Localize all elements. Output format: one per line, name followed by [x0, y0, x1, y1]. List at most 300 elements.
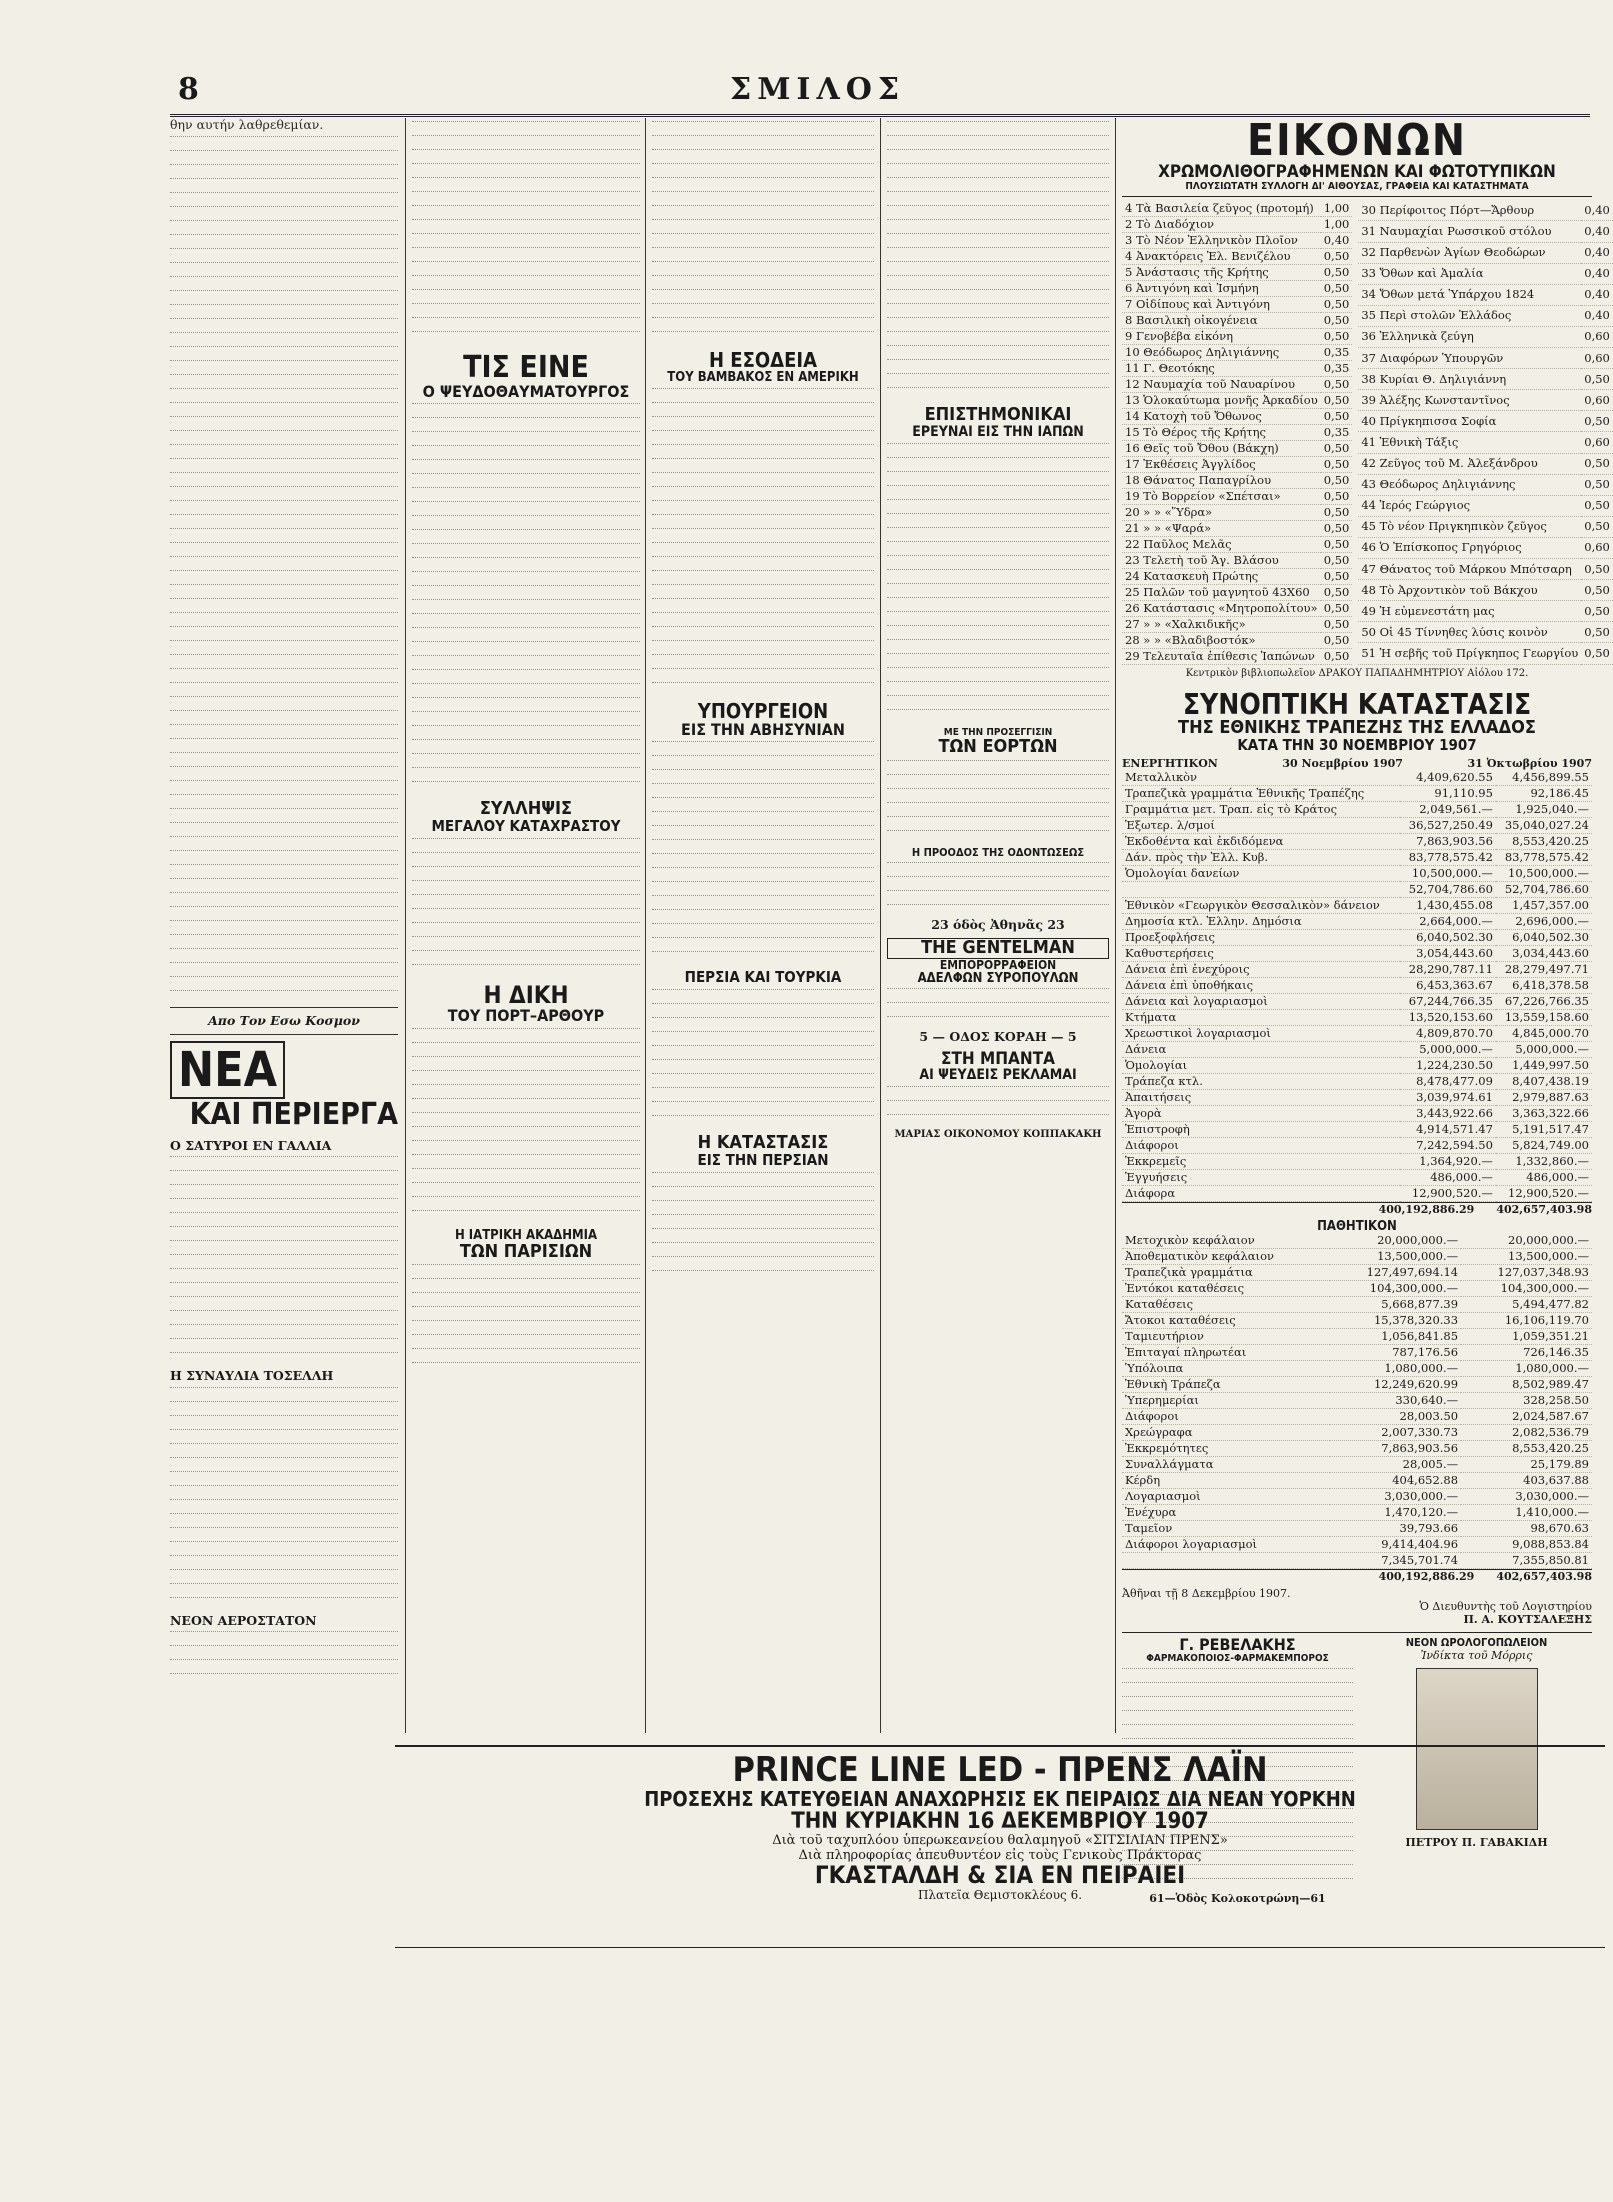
- cell-b: 12,900,520.—: [1496, 1185, 1592, 1201]
- total-a: 400,192,886.29: [1378, 1570, 1475, 1584]
- cell-a: 83,778,575.42: [1400, 849, 1496, 865]
- cell-a: 486,000.—: [1400, 1169, 1496, 1185]
- item-price: 0,40: [1321, 232, 1353, 248]
- article-fragment: θην αυτήν λαθρεθεμίαν.: [170, 117, 324, 132]
- table-row: [1122, 1329, 1592, 1345]
- table-row: [1122, 865, 1592, 881]
- cell-a: 10,500,000.—: [1400, 865, 1496, 881]
- cell-label: Ὑπερημερίαι: [1122, 1393, 1330, 1409]
- headline: Η ΔΙΚΗ: [483, 980, 569, 1009]
- cell-b: 5,000,000.—: [1496, 1041, 1592, 1057]
- table-row: [1358, 201, 1613, 221]
- cell-b: 403,637.88: [1461, 1473, 1592, 1489]
- cell-b: 2,979,887.63: [1496, 1089, 1592, 1105]
- cell-label: Δάνεια καὶ λογαριασμοὶ: [1122, 993, 1400, 1009]
- price-list-left: [1122, 201, 1352, 665]
- cell-label: Ἐκκρεμεῖς: [1122, 1153, 1400, 1169]
- director-title: Ὁ Διευθυντὴς τοῦ Λογιστηρίου: [1419, 1600, 1592, 1614]
- item-label: 17 Ἐκθέσεις Ἀγγλίδος: [1122, 456, 1321, 472]
- item-price: 0,50: [1321, 456, 1353, 472]
- item-price: 0,50: [1581, 453, 1613, 474]
- cell-b: 6,040,502.30: [1496, 929, 1592, 945]
- ad-signature: ΠΕΤΡΟΥ Π. ΓΑΒΑΚΙΔΗ: [1405, 1835, 1548, 1849]
- headline: ΥΠΟΥΡΓΕΙΟΝ: [697, 698, 829, 723]
- liabilities-total: [1122, 1569, 1592, 1583]
- cell-b: 104,300,000.—: [1461, 1281, 1592, 1297]
- total-b: 402,657,403.98: [1496, 1570, 1592, 1584]
- item-price: 0,50: [1321, 616, 1353, 632]
- table-row: [1122, 945, 1592, 961]
- cell-b: 16,106,119.70: [1461, 1313, 1592, 1329]
- cell-label: Διάφοροι λογαριασμοὶ: [1122, 1537, 1330, 1553]
- cell-a: 1,470,120.—: [1330, 1505, 1461, 1521]
- cell-b: 1,449,997.50: [1496, 1057, 1592, 1073]
- item-price: 0,40: [1581, 242, 1613, 263]
- ad-subtitle: ΠΛΟΥΣΙΩΤΑΤΗ ΣΥΛΛΟΓΗ ΔΙ' ΑΙΘΟΥΣΑΣ, ΓΡΑΦΕΙΑ ΚΑΙ ΚΑΤΑΣΤΗΜΑΤΑ: [1122, 182, 1592, 197]
- table-row: [1122, 1489, 1592, 1505]
- column-4: [887, 118, 1109, 1733]
- synoptiki-date: ΚΑΤΑ ΤΗΝ 30 ΝΟΕΜΒΡΙΟΥ 1907: [1237, 735, 1477, 754]
- item-label: 3 Τὸ Νέον Ἑλληνικὸν Πλοῖον: [1122, 232, 1321, 248]
- ad-subtitle: ΑΙ ΨΕΥΔΕΙΣ ΡΕΚΛΑΜΑΙ: [919, 1067, 1077, 1084]
- headline: ΠΕΡΣΙΑ ΚΑΙ ΤΟΥΡΚΙΑ: [684, 968, 842, 987]
- item-price: 1,00: [1321, 216, 1353, 232]
- cell-a: 4,809,870.70: [1400, 1025, 1496, 1041]
- assets-table: [1122, 770, 1592, 1202]
- cell-b: 4,456,899.55: [1496, 770, 1592, 786]
- cell-a: 8,478,477.09: [1400, 1073, 1496, 1089]
- prince-line-ad: [395, 1745, 1605, 1948]
- cell-label: Διάφοροι: [1122, 1409, 1330, 1425]
- table-row: [1122, 344, 1352, 360]
- table-row: [1358, 601, 1613, 622]
- table-row: [1122, 328, 1352, 344]
- item-label: 9 Γενοβέβα εἰκόνη: [1122, 328, 1321, 344]
- table-row: [1122, 1297, 1592, 1313]
- article-body: [887, 988, 1109, 1027]
- cell-label: Διάφορα: [1122, 1185, 1400, 1201]
- cell-label: Τράπεζα κτλ.: [1122, 1073, 1400, 1089]
- cell-label: Λογαριασμοὶ: [1122, 1489, 1330, 1505]
- section-header: Απο Τον Εσω Κοσμον: [208, 1012, 360, 1028]
- headline-sub: ΕΙΣ ΤΗΝ ΠΕΡΣΙΑΝ: [697, 1151, 829, 1170]
- item-price: 0,50: [1321, 440, 1353, 456]
- table-row: [1122, 360, 1352, 376]
- headline: ΜΕ ΤΗΝ ΠΡΟΣΕΓΓΙΣΙΝ: [943, 726, 1053, 738]
- cell-a: 91,110.95: [1400, 785, 1496, 801]
- item-price: 0,50: [1321, 536, 1353, 552]
- cell-label: Τραπεζικὰ γραμμάτια: [1122, 1265, 1330, 1281]
- table-row: [1358, 558, 1613, 579]
- synoptiki-title: ΣΥΝΟΠΤΙΚΗ ΚΑΤΑΣΤΑΣΙΣ: [1182, 687, 1532, 721]
- cell-b: 9,088,853.84: [1461, 1537, 1592, 1553]
- article-body: [887, 1086, 1109, 1125]
- cell-a: 7,863,903.56: [1400, 833, 1496, 849]
- table-row: [1358, 411, 1613, 432]
- table-row: [1358, 242, 1613, 263]
- item-price: 0,35: [1321, 424, 1353, 440]
- item-title: Η ΣΥΝΑΥΛΙΑ ΤΟΣΕΛΛΗ: [170, 1368, 334, 1384]
- ad-subtitle: ΠΡΟΣΕΧΗΣ ΚΑΤΕΥΘΕΙΑΝ ΑΝΑΧΩΡΗΣΙΣ ΕΚ ΠΕΙΡΑΙΩΣ ΔΙΑ ΝΕΑΝ ΥΟΡΚΗΝ: [644, 1786, 1356, 1811]
- cell-label: Μεταλλικὸν: [1122, 770, 1400, 786]
- headline: Η ΕΣΟΔΕΙΑ: [708, 348, 818, 372]
- table-row: [1122, 552, 1352, 568]
- cell-a: 5,668,877.39: [1330, 1297, 1461, 1313]
- cell-a: 1,224,230.50: [1400, 1057, 1496, 1073]
- cell-a: 104,300,000.—: [1330, 1281, 1461, 1297]
- table-row: [1358, 369, 1613, 390]
- ad-subtitle: ΑΔΕΛΦΩΝ ΣΥΡΟΠΟΥΛΩΝ: [917, 970, 1079, 986]
- item-price: 0,60: [1581, 348, 1613, 369]
- item-label: 44 Ἱερός Γεώργιος: [1358, 495, 1581, 516]
- cell-b: 328,258.50: [1461, 1393, 1592, 1409]
- table-row: [1358, 537, 1613, 558]
- column-1: [170, 118, 398, 2198]
- item-price: 0,50: [1321, 600, 1353, 616]
- cell-b: 726,146.35: [1461, 1345, 1592, 1361]
- article-body: [412, 1264, 640, 1373]
- total-b: 402,657,403.98: [1496, 1202, 1592, 1216]
- item-label: 37 Διαφόρων Ὑπουργῶν: [1358, 348, 1581, 369]
- headline-sub: ΤΩΝ ΠΑΡΙΣΙΩΝ: [459, 1240, 593, 1262]
- headline-sub: ΤΩΝ ΕΟΡΤΩΝ: [938, 736, 1058, 758]
- table-row: [1122, 1169, 1592, 1185]
- table-row: [1122, 488, 1352, 504]
- table-row: [1358, 643, 1613, 664]
- item-label: 20 » » «Ὕδρα»: [1122, 504, 1321, 520]
- cell-label: Καταθέσεις: [1122, 1297, 1330, 1313]
- item-label: 29 Τελευταῖα ἐπίθεσις Ἰαπώνων: [1122, 648, 1321, 664]
- item-label: 38 Κυρίαι Θ. Δηλιγιάννη: [1358, 369, 1581, 390]
- cell-a: 3,443,922.66: [1400, 1105, 1496, 1121]
- table-row: [1122, 1233, 1592, 1249]
- item-label: 34 Ὄθων μετά Ὑπάρχου 1824: [1358, 284, 1581, 305]
- cell-b: 1,080,000.—: [1461, 1361, 1592, 1377]
- table-row: [1122, 568, 1352, 584]
- cell-label: Ὁμολογίαι δανείων: [1122, 865, 1400, 881]
- item-price: 0,50: [1321, 472, 1353, 488]
- item-price: 0,50: [1581, 558, 1613, 579]
- column-b-header: 31 Ὀκτωβρίου 1907: [1467, 756, 1592, 770]
- ad-address: Πλατεῖα Θεμιστοκλέους 6.: [917, 1887, 1083, 1902]
- item-price: 0,50: [1321, 568, 1353, 584]
- cell-label: Δημοσία κτλ. Ἑλλην. Δημόσια: [1122, 913, 1400, 929]
- cell-label: Χρεώγραφα: [1122, 1425, 1330, 1441]
- item-price: 0,50: [1321, 264, 1353, 280]
- cell-b: 1,457,357.00: [1496, 897, 1592, 913]
- cell-b: 486,000.—: [1496, 1169, 1592, 1185]
- cell-b: 1,059,351.21: [1461, 1329, 1592, 1345]
- table-row: [1122, 1089, 1592, 1105]
- table-row: [1122, 849, 1592, 865]
- table-row: [1122, 929, 1592, 945]
- cell-a: 12,900,520.—: [1400, 1185, 1496, 1201]
- cell-a: 1,080,000.—: [1330, 1361, 1461, 1377]
- table-row: [1122, 961, 1592, 977]
- item-label: 30 Περίφοιτος Πόρτ—Ἄρθουρ: [1358, 201, 1581, 221]
- cell-b: 20,000,000.—: [1461, 1233, 1592, 1249]
- nea-title: ΝΕΑ: [170, 1041, 285, 1099]
- table-row: [1122, 216, 1352, 232]
- cell-a: 7,863,903.56: [1330, 1441, 1461, 1457]
- cell-b: 2,024,587.67: [1461, 1409, 1592, 1425]
- cell-b: 35,040,027.24: [1496, 817, 1592, 833]
- table-row: [1358, 284, 1613, 305]
- table-row: [1122, 456, 1352, 472]
- cell-label: Προεξοφλήσεις: [1122, 929, 1400, 945]
- cell-label: Χρεωστικοὶ λογαριασμοὶ: [1122, 1025, 1400, 1041]
- item-price: 0,60: [1581, 326, 1613, 347]
- headline-sub: ΕΙΣ ΤΗΝ ΑΒΗΣΥΝΙΑΝ: [681, 719, 845, 739]
- ad-subtitle: Ἰνδίκτα τοῦ Μόρρις: [1420, 1648, 1533, 1662]
- cell-a: 3,030,000.—: [1330, 1489, 1461, 1505]
- table-row: [1122, 520, 1352, 536]
- cell-label: Ταμεῖον: [1122, 1521, 1330, 1537]
- cell-b: 3,363,322.66: [1496, 1105, 1592, 1121]
- cell-a: 13,500,000.—: [1330, 1249, 1461, 1265]
- table-row: [1122, 833, 1592, 849]
- table-row: [1122, 1521, 1592, 1537]
- cell-b: 52,704,786.60: [1496, 881, 1592, 897]
- item-price: 0,60: [1581, 432, 1613, 453]
- ad-title: ΝΕΟΝ ΩΡΟΛΟΓΟΠΩΛΕΙΟΝ: [1405, 1636, 1548, 1650]
- column-a-header: 30 Νοεμβρίου 1907: [1282, 756, 1403, 770]
- table-row: [1122, 1281, 1592, 1297]
- table-row: [1122, 1505, 1592, 1521]
- item-price: 0,50: [1581, 474, 1613, 495]
- item-price: 0,50: [1581, 411, 1613, 432]
- table-row: [1122, 1185, 1592, 1201]
- article-body: [887, 443, 1109, 720]
- table-row: [1122, 504, 1352, 520]
- cell-a: 2,664,000.—: [1400, 913, 1496, 929]
- table-row: [1122, 1073, 1592, 1089]
- table-row: [1122, 648, 1352, 664]
- cell-b: 8,553,420.25: [1496, 833, 1592, 849]
- cell-b: 10,500,000.—: [1496, 865, 1592, 881]
- article-body: [652, 989, 874, 1126]
- table-row: [1358, 221, 1613, 242]
- item-price: 0,50: [1581, 495, 1613, 516]
- item-label: 19 Τὸ Βορρείον «Σπέτσαι»: [1122, 488, 1321, 504]
- article-body: [170, 1156, 398, 1363]
- item-price: 0,60: [1581, 537, 1613, 558]
- article-body: [170, 1387, 398, 1608]
- cell-a: 7,345,701.74: [1330, 1553, 1461, 1569]
- ad-subtitle: ΦΑΡΜΑΚΟΠΟΙΟΣ-ΦΑΡΜΑΚΕΜΠΟΡΟΣ: [1146, 1653, 1329, 1664]
- item-price: 0,40: [1581, 201, 1613, 221]
- item-price: 0,50: [1321, 408, 1353, 424]
- item-price: 0,50: [1581, 622, 1613, 643]
- ad-title: PRINCE LINE LED - ΠΡΕΝΣ ΛΑΪΝ: [732, 1750, 1268, 1790]
- cell-b: 2,696,000.—: [1496, 913, 1592, 929]
- article-body: [887, 760, 1109, 841]
- ad-subtitle: ΧΡΩΜΟΛΙΘΟΓΡΑΦΗΜΕΝΩΝ ΚΑΙ ΦΩΤΟΤΥΠΙΚΩΝ: [1158, 162, 1556, 183]
- item-label: 2 Τὸ Διαδόχιον: [1122, 216, 1321, 232]
- cell-a: 36,527,250.49: [1400, 817, 1496, 833]
- table-row: [1358, 326, 1613, 347]
- cell-a: 67,244,766.35: [1400, 993, 1496, 1009]
- cell-a: 20,000,000.—: [1330, 1233, 1461, 1249]
- item-label: 26 Κατάστασις «Μητροπολίτου»: [1122, 600, 1321, 616]
- table-row: [1358, 305, 1613, 326]
- item-label: 40 Πρίγκηπισσα Σοφία: [1358, 411, 1581, 432]
- ad-title: ΕΙΚΟΝΩΝ: [1247, 115, 1467, 166]
- cell-label: Δάν. πρὸς τὴν Ἑλλ. Κυβ.: [1122, 849, 1400, 865]
- cell-label: Ἐθνικὸν «Γεωργικὸν Θεσσαλικὸν» δάνειον: [1122, 897, 1400, 913]
- cell-a: 3,039,974.61: [1400, 1089, 1496, 1105]
- article-body: [170, 1631, 398, 1684]
- cell-b: 83,778,575.42: [1496, 849, 1592, 865]
- cell-a: 5,000,000.—: [1400, 1041, 1496, 1057]
- table-row: [1122, 408, 1352, 424]
- table-row: [1122, 977, 1592, 993]
- cell-label: Ἐκδοθέντα καὶ ἐκδιδόμενα: [1122, 833, 1400, 849]
- table-row: [1122, 1393, 1592, 1409]
- cell-b: 6,418,378.58: [1496, 977, 1592, 993]
- table-row: [1122, 264, 1352, 280]
- table-row: [1122, 1121, 1592, 1137]
- column-rule: [1115, 118, 1116, 1733]
- item-label: 7 Οἰδίπους καὶ Ἀντιγόνη: [1122, 296, 1321, 312]
- item-label: 35 Περὶ στολῶν Ἑλλάδος: [1358, 305, 1581, 326]
- article-body: [887, 862, 1109, 915]
- item-label: 11 Γ. Θεοτόκης: [1122, 360, 1321, 376]
- cell-a: 3,054,443.60: [1400, 945, 1496, 961]
- cell-a: 4,409,620.55: [1400, 770, 1496, 786]
- masthead: [170, 70, 1590, 117]
- table-row: [1122, 913, 1592, 929]
- item-label: 21 » » «Ψαρά»: [1122, 520, 1321, 536]
- cell-b: 25,179.89: [1461, 1457, 1592, 1473]
- cell-label: Δάνεια ἐπὶ ἐνεχύροις: [1122, 961, 1400, 977]
- headline: Η ΠΡΟΟΔΟΣ ΤΗΣ ΟΔΟΝΤΩΣΕΩΣ: [911, 845, 1085, 859]
- cell-a: 2,007,330.73: [1330, 1425, 1461, 1441]
- item-label: 12 Ναυμαχία τοῦ Ναυαρίνου: [1122, 376, 1321, 392]
- item-price: 0,50: [1321, 520, 1353, 536]
- cell-a: 1,364,920.—: [1400, 1153, 1496, 1169]
- table-row: [1122, 1409, 1592, 1425]
- item-label: 36 Ἑλληνικὰ ζεύγη: [1358, 326, 1581, 347]
- director-name: Π. Α. ΚΟΥΤΣΑΛΕΞΗΣ: [1463, 1613, 1592, 1627]
- table-row: [1122, 1425, 1592, 1441]
- cell-b: 5,494,477.82: [1461, 1297, 1592, 1313]
- ad-info: Διὰ πληροφορίας ἀπευθυντέον εἰς τοὺς Γενικοὺς Πράκτορας: [798, 1847, 1202, 1863]
- ad-signature: ΜΑΡΙΑΣ ΟΙΚΟΝΟΜΟΥ ΚΟΠΠΑΚΑΚΗ: [894, 1129, 1102, 1141]
- cell-a: 52,704,786.60: [1400, 881, 1496, 897]
- cell-b: 1,332,860.—: [1496, 1153, 1592, 1169]
- table-row: [1122, 817, 1592, 833]
- table-row: [1122, 1361, 1592, 1377]
- item-price: 0,50: [1321, 280, 1353, 296]
- item-title: Ο ΣΑΤΥΡΟΙ ΕΝ ΓΑΛΛΙΑ: [170, 1137, 332, 1153]
- cell-a: 6,453,363.67: [1400, 977, 1496, 993]
- cell-label: Ὑπόλοιπα: [1122, 1361, 1330, 1377]
- cell-b: 28,279,497.71: [1496, 961, 1592, 977]
- cell-label: Ἀγορὰ: [1122, 1105, 1400, 1121]
- ad-title: ΣΤΗ ΜΠΑΝΤΑ: [941, 1048, 1055, 1069]
- cell-a: 13,520,153.60: [1400, 1009, 1496, 1025]
- item-label: 41 Ἐθνικὴ Τάξις: [1358, 432, 1581, 453]
- column-rule: [645, 118, 646, 1733]
- cell-b: 5,191,517.47: [1496, 1121, 1592, 1137]
- item-price: 0,40: [1581, 221, 1613, 242]
- article-body: [652, 741, 874, 962]
- headline-sub: ΜΕΓΑΛΟΥ ΚΑΤΑΧΡΑΣΤΟΥ: [431, 817, 621, 836]
- table-row: [1122, 1313, 1592, 1329]
- cell-label: Ἐπιστροφὴ: [1122, 1121, 1400, 1137]
- cell-label: Κέρδη: [1122, 1473, 1330, 1489]
- ad-date: ΤΗΝ ΚΥΡΙΑΚΗΝ 16 ΔΕΚΕΜΒΡΙΟΥ 1907: [791, 1808, 1209, 1834]
- table-row: [1122, 1377, 1592, 1393]
- cell-label: Ἐγγυήσεις: [1122, 1169, 1400, 1185]
- table-row: [1122, 1537, 1592, 1553]
- ad-title: Γ. ΡΕΒΕΛΑΚΗΣ: [1179, 1635, 1296, 1655]
- item-label: 46 Ὁ Ἐπίσκοπος Γρηγόριος: [1358, 537, 1581, 558]
- cell-b: 98,670.63: [1461, 1521, 1592, 1537]
- table-row: [1122, 1057, 1592, 1073]
- headline: Η ΙΑΤΡΙΚΗ ΑΚΑΔΗΜΙΑ: [454, 1227, 598, 1243]
- item-label: 25 Παλῶν τοῦ μαγνητοῦ 43Χ60: [1122, 584, 1321, 600]
- item-price: 0,50: [1321, 312, 1353, 328]
- article-body: [652, 1172, 874, 1281]
- item-label: 31 Ναυμαχίαι Ρωσσικοῦ στόλου: [1358, 221, 1581, 242]
- cell-label: Ἄτοκοι καταθέσεις: [1122, 1313, 1330, 1329]
- synoptiki-subtitle: ΤΗΣ ΕΘΝΙΚΗΣ ΤΡΑΠΕΖΗΣ ΤΗΣ ΕΛΛΑΔΟΣ: [1178, 716, 1536, 738]
- cell-b: 92,186.45: [1496, 785, 1592, 801]
- cell-b: 8,407,438.19: [1496, 1073, 1592, 1089]
- item-label: 43 Θεόδωρος Δηλιγιάννης: [1358, 474, 1581, 495]
- ad-ship: Διὰ τοῦ ταχυπλόου ὑπερωκεανείου θαλαμηγοῦ «ΣΙΤΣΙΛΙΑΝ ΠΡΕΝΣ»: [772, 1832, 1228, 1848]
- item-label: 13 Ὁλοκαύτωμα μονῆς Ἀρκαδίου: [1122, 392, 1321, 408]
- table-row: [1122, 280, 1352, 296]
- cell-a: 1,430,455.08: [1400, 897, 1496, 913]
- cell-label: Ἀποθεματικὸν κεφάλαιον: [1122, 1249, 1330, 1265]
- article-body: [652, 388, 874, 693]
- item-price: 0,50: [1321, 296, 1353, 312]
- item-label: 4 Ἀνακτόρεις Ἐλ. Βενιζέλου: [1122, 248, 1321, 264]
- table-row: [1122, 232, 1352, 248]
- cell-a: 2,049,561.—: [1400, 801, 1496, 817]
- table-row: [1122, 1105, 1592, 1121]
- cell-a: 28,005.—: [1330, 1457, 1461, 1473]
- cell-label: Ἀπαιτήσεις: [1122, 1089, 1400, 1105]
- cell-label: Διάφοροι: [1122, 1137, 1400, 1153]
- table-row: [1122, 376, 1352, 392]
- item-price: 0,50: [1321, 328, 1353, 344]
- cell-b: 7,355,850.81: [1461, 1553, 1592, 1569]
- item-label: 42 Ζεῦγος τοῦ Μ. Ἀλεξάνδρου: [1358, 453, 1581, 474]
- nea-subtitle: ΚΑΙ ΠΕΡΙΕΡΓΑ: [189, 1097, 398, 1133]
- item-label: 8 Βασιλικὴ οἰκογένεια: [1122, 312, 1321, 328]
- picture-price-list: [1122, 200, 1610, 665]
- item-price: 0,50: [1581, 580, 1613, 601]
- table-row: [1122, 1265, 1592, 1281]
- cell-label: Ταμιευτήριον: [1122, 1329, 1330, 1345]
- article-body: [412, 403, 640, 792]
- headline-sub: ΤΟΥ ΠΟΡΤ–ΑΡΘΟΥΡ: [447, 1006, 605, 1026]
- table-row: [1122, 296, 1352, 312]
- table-row: [1122, 881, 1592, 897]
- cell-a: 4,914,571.47: [1400, 1121, 1496, 1137]
- item-label: 49 Ἡ εὐμενεστάτη μας: [1358, 601, 1581, 622]
- cell-b: 2,082,536.79: [1461, 1425, 1592, 1441]
- cell-b: 3,034,443.60: [1496, 945, 1592, 961]
- cell-label: Ἐκκρεμότητες: [1122, 1441, 1330, 1457]
- item-price: 0,50: [1321, 584, 1353, 600]
- table-row: [1122, 600, 1352, 616]
- cell-b: 127,037,348.93: [1461, 1265, 1592, 1281]
